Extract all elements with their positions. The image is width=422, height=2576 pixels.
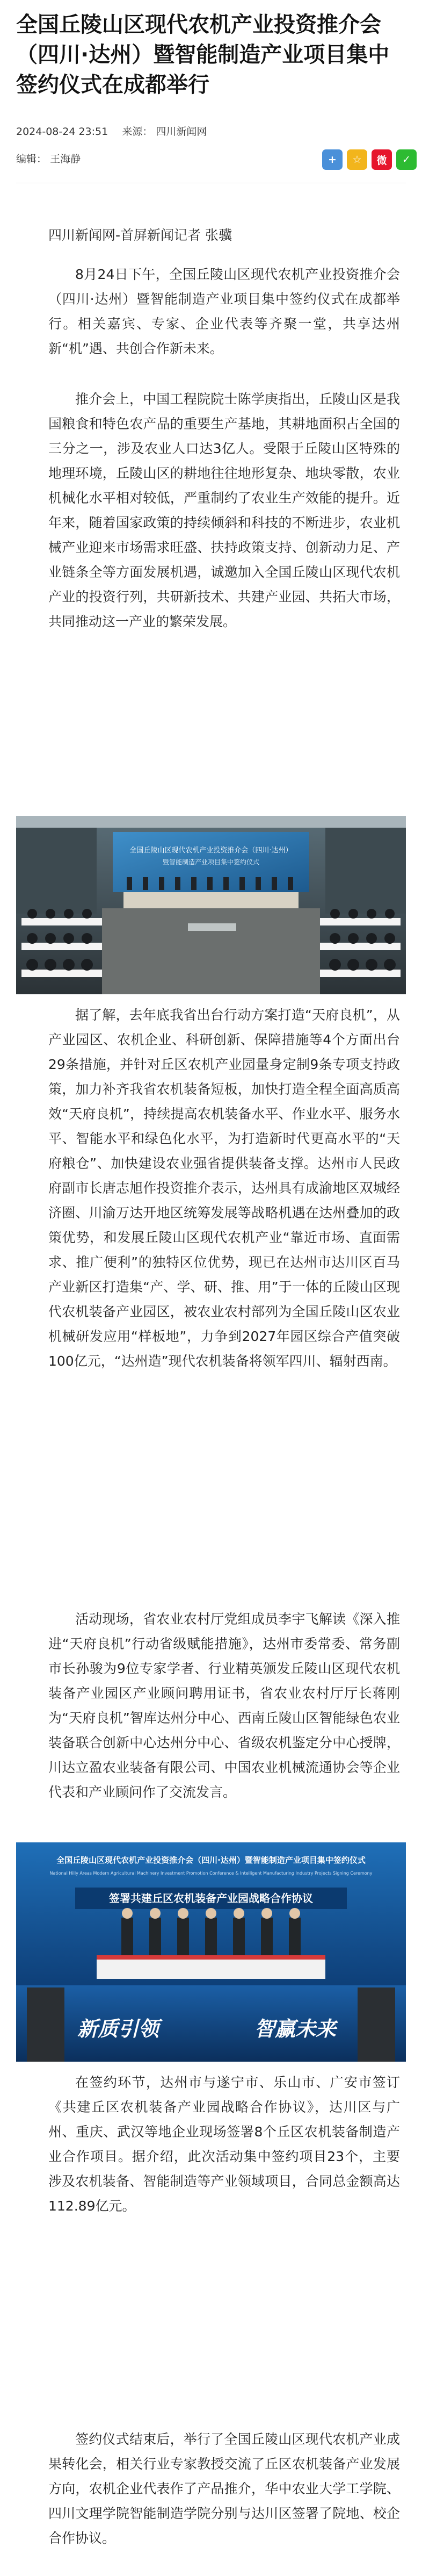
floor-slogan-left: 新质引领 <box>77 2017 159 2041</box>
conference-hall-photo <box>16 816 406 994</box>
signing-ceremony-photo <box>16 1842 406 2062</box>
editor-line <box>16 152 81 166</box>
article-meta <box>16 125 207 139</box>
share-plus-icon[interactable]: + <box>322 149 343 170</box>
backdrop-subtitle-text-2: National Hilly Areas Modern Agricultural Machinery Investment Promotion Conference & Intelligent Manufacturing Industry Projects Signing Ceremony <box>49 1871 373 1876</box>
share-bar <box>322 149 417 170</box>
article-title: 全国丘陵山区现代农机产业投资推介会（四川·达州）暨智能制造产业项目集中签约仪式在成都举行 <box>16 12 390 97</box>
editor-label: 编辑： <box>16 153 47 165</box>
backdrop-title-text: 全国丘陵山区现代农机产业投资推介会（四川·达州） <box>129 846 293 855</box>
signing-banner-text: 签署共建丘区农机装备产业园战略合作协议 <box>109 1892 313 1905</box>
paragraph-1: 8月24日下午，全国丘陵山区现代农机产业投资推介会（四川·达州）暨智能制造产业项目集中签约仪式在成都举行。相关嘉宾、专家、企业代表等齐聚一堂，共享达州新“机”遇、共创合作新未来。 <box>48 267 400 356</box>
share-qzone-icon[interactable]: ☆ <box>347 149 367 170</box>
share-wechat-icon[interactable]: ✓ <box>396 149 417 170</box>
editor-name: 王海静 <box>50 153 81 165</box>
backdrop-subtitle-text: 暨智能制造产业项目集中签约仪式 <box>162 858 260 866</box>
backdrop-title-text-2: 全国丘陵山区现代农机产业投资推介会（四川·达州）暨智能制造产业项目集中签约仪式 <box>56 1855 366 1865</box>
paragraph-6: 签约仪式结束后，举行了全国丘陵山区现代农机产业成果转化会，相关行业专家教授交流了丘区农机装备产业发展方向，农机企业代表作了产品推介，华中农业大学工学院、四川文理学院智能制造学院分别与达川区签署了院地、校企合作协议。 <box>48 2431 400 2546</box>
source-label: 来源： <box>122 126 153 138</box>
source-link[interactable]: 四川新闻网 <box>156 126 207 138</box>
share-weibo-icon[interactable]: 微 <box>372 149 392 170</box>
paragraph-3: 据了解，去年底我省出台行动方案打造“天府良机”，从产业园区、农机企业、科研创新、保障措施等4个方面出台29条措施，并针对丘区农机产业园量身定制9条专项支持政策，加力补齐我省农机装备短板，加快打造全程全面高质高效“天府良机”，持续提高农机装备水平、作业水平、服务水平、智能水平和绿色化水平，为打造新时代更高水平的“天府粮仓”、加快建设农业强省提供装备支撑。达州市人民政府副市长唐志旭作投资推介表示，达州具有成渝地区双城经济圈、川渝万达开地区统筹发展等战略机遇在达州叠加的政策优势，和发展丘陵山区现代农机产业“靠近市场、直面需求、推广便利”的独特区位优势，现已在达州市达川区百马产业新区打造集“产、学、研、推、用”于一体的丘陵山区现代农机装备产业园区，被农业农村部列为全国丘陵山区农业机械研发应用“样板地”，力争到2027年园区综合产值突破100亿元，“达州造”现代农机装备将领军四川、辐射西南。 <box>48 1007 400 1369</box>
publish-time: 2024-08-24 23:51 <box>16 126 108 138</box>
paragraph-4: 活动现场，省农业农村厅党组成员李宇飞解读《深入推进“天府良机”行动省级赋能措施》，达州市委常委、常务副市长孙骏为9位专家学者、行业精英颁发丘陵山区现代农机装备产业园区产业顾问聘用证书，省农业农村厅厅长蒋刚为“天府良机”智库达州分中心、西南丘陵山区智能绿色农业装备联合创新中心达州分中心、省级农机鉴定分中心授牌，川达立盈农业装备有限公司、中国农业机械流通协会等企业代表和产业顾问作了交流发言。 <box>48 1611 400 1800</box>
floor-slogan-right: 智赢未来 <box>254 2017 337 2041</box>
reporter-byline: 四川新闻网-首屏新闻记者 张骥 <box>48 227 232 243</box>
paragraph-5: 在签约环节，达州市与遂宁市、乐山市、广安市签订《共建丘区农机装备产业园战略合作协议》，达川区与广州、重庆、武汉等地企业现场签署8个丘区农机装备制造产业合作项目。据介绍，此次活动集中签约项目23个，主要涉及农机装备、智能制造等产业领域项目，合同总金额高达112.89亿元。 <box>48 2075 400 2214</box>
paragraph-2: 推介会上，中国工程院院士陈学庚指出，丘陵山区是我国粮食和特色农产品的重要生产基地，其耕地面积占全国的三分之一，涉及农业人口达3亿人。受限于丘陵山区特殊的地理环境，丘陵山区的耕地往往地形复杂、地块零散，农业机械化水平相对较低，严重制约了农业生产效能的提升。近年来，随着国家政策的持续倾斜和科技的不断进步，农业机械产业迎来市场需求旺盛、扶持政策支持、创新动力足、产业链条全等方面发展机遇，诚邀加入全国丘陵山区现代农机产业的投资行列，共研新技术、共建产业园、共拓大市场，共同推动这一产业的繁荣发展。 <box>48 391 400 629</box>
